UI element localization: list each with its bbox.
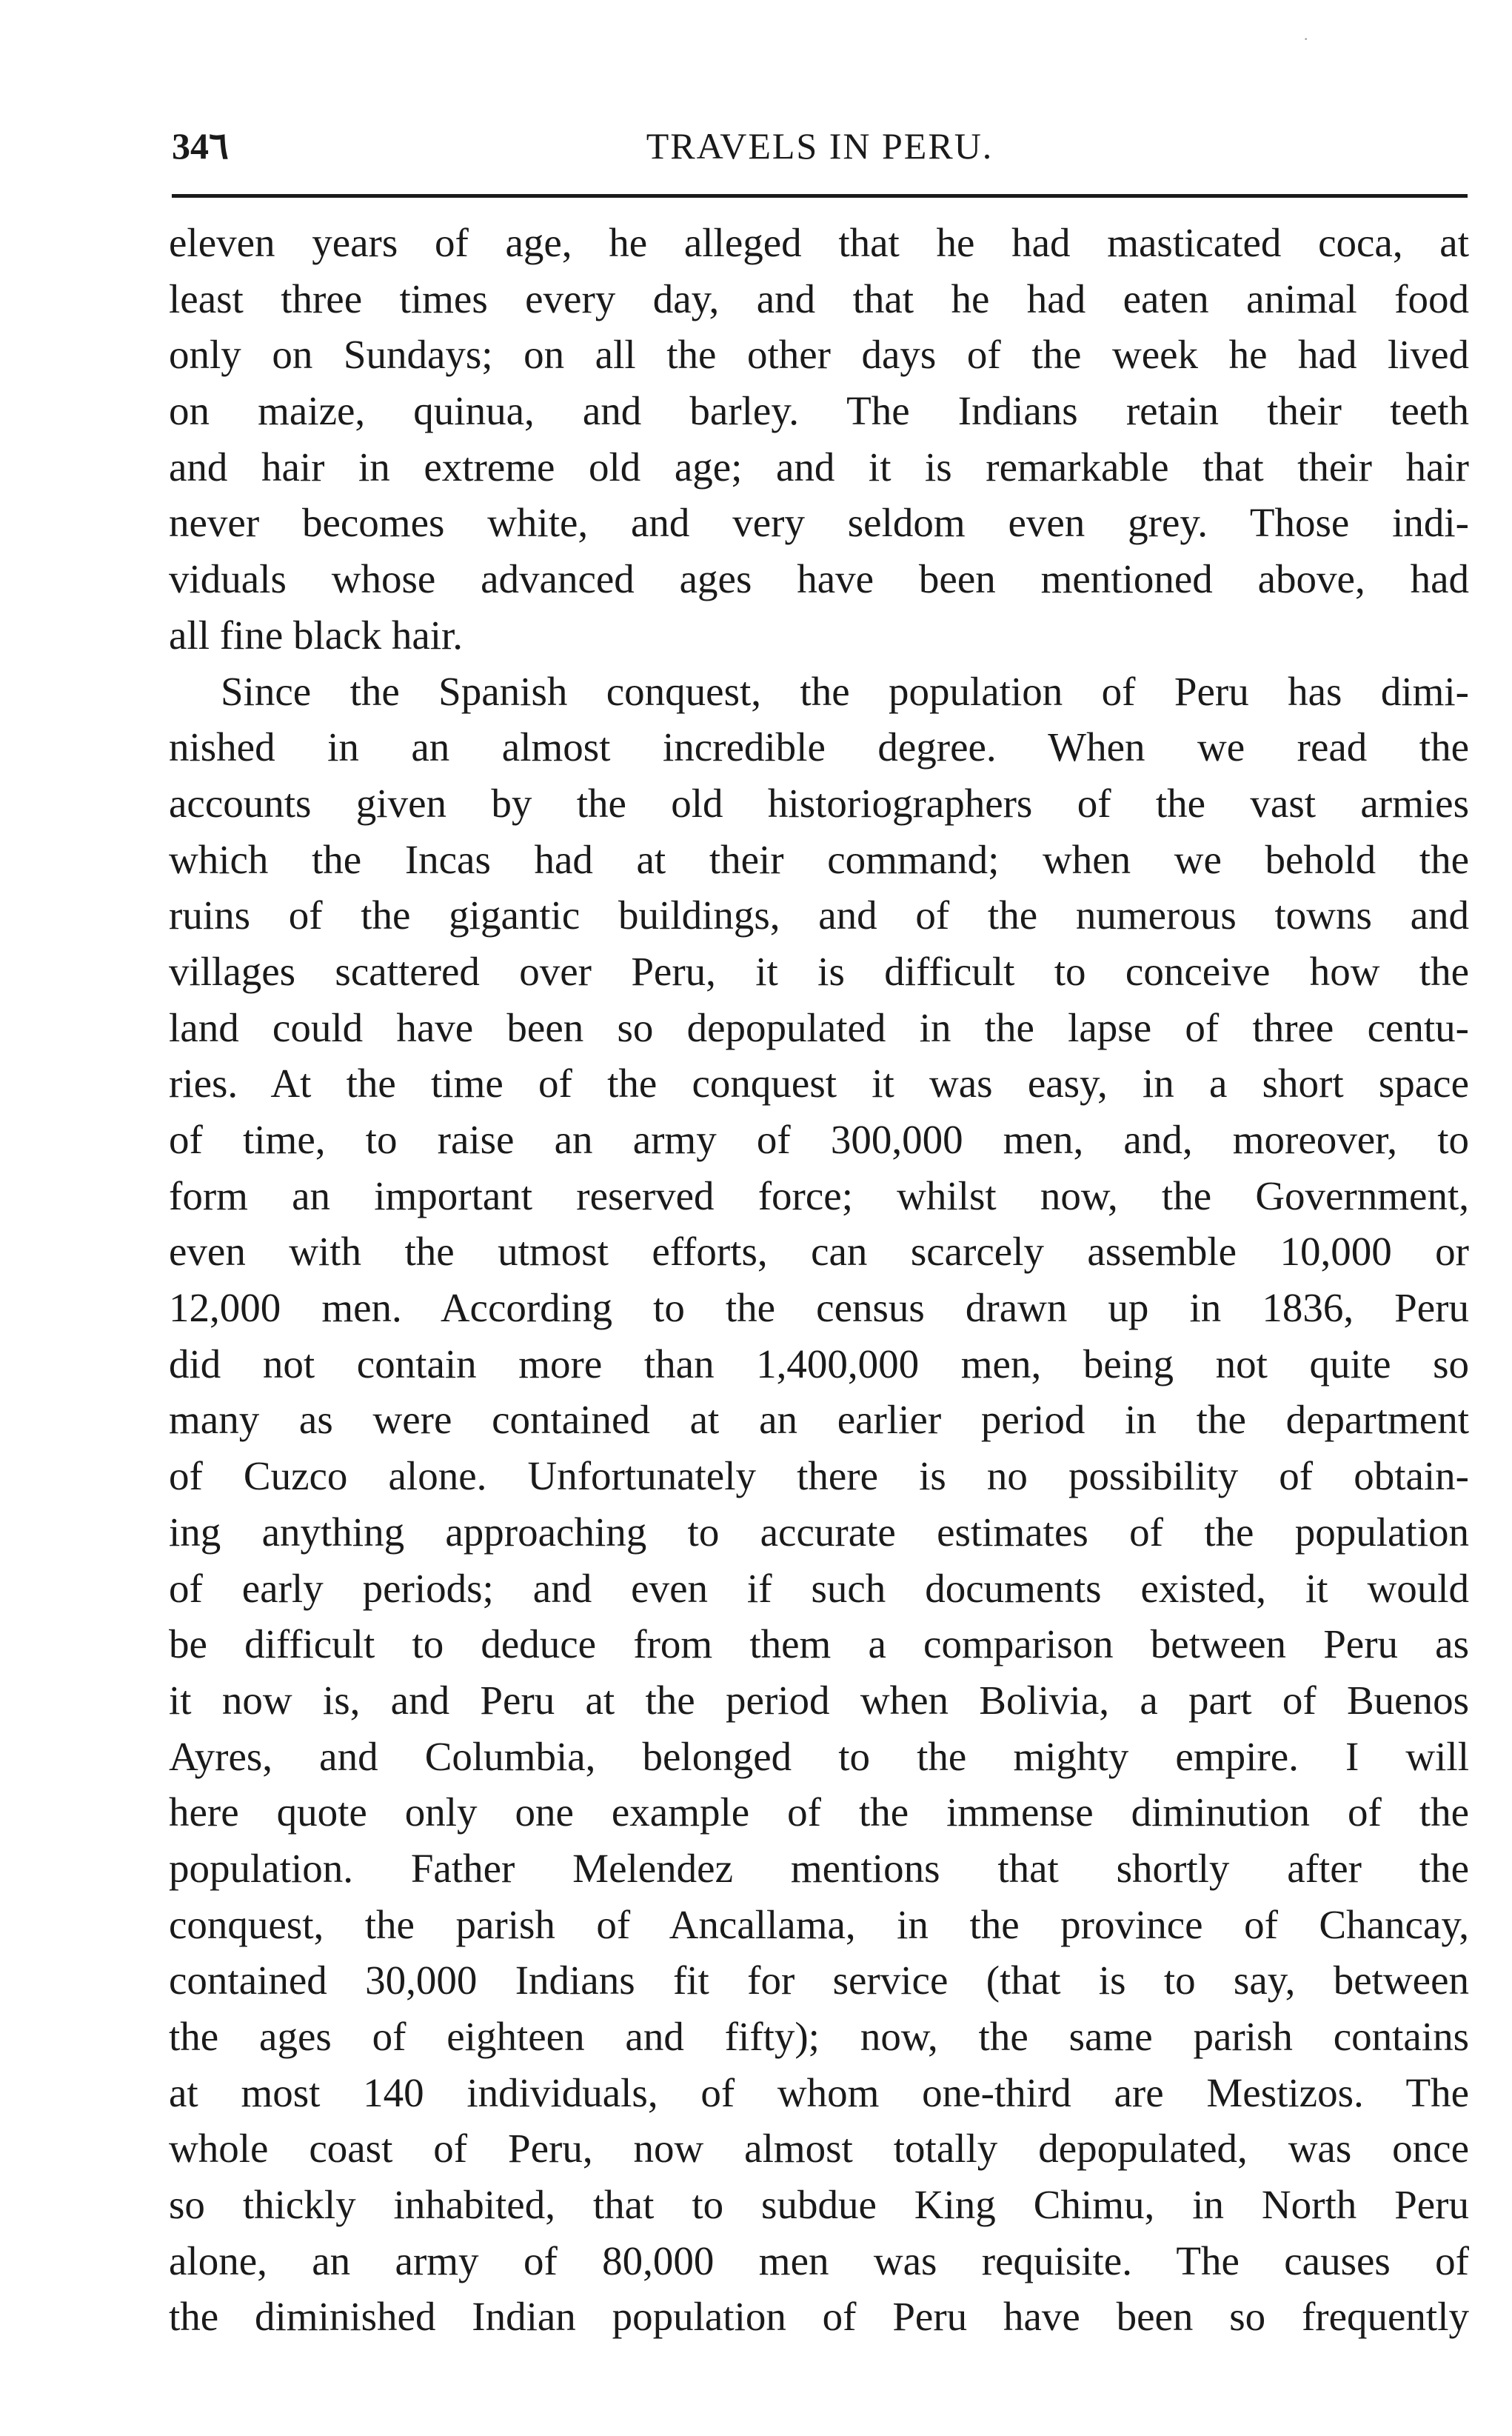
text-line: only on Sundays; on all the other days of the week he had lived [169,332,1469,378]
page-number: 34٦ [172,125,229,167]
text-line: and hair in extreme old age; and it is remarkable that their hair [169,444,1469,490]
text-line: ries. At the time of the conquest it was easy, in a short space [169,1061,1469,1107]
paper-speck: · [1303,30,1309,48]
text-line: villages scattered over Peru, it is difficult to conceive how the [169,948,1469,994]
text-line: even with the utmost efforts, can scarcely assemble 10,000 or [169,1229,1469,1275]
text-line: nished in an almost incredible degree. When we read the [169,724,1469,770]
header-rule [172,194,1468,198]
text-line: did not contain more than 1,400,000 men, being not quite so [169,1341,1469,1386]
text-line: at most 140 individuals, of whom one-third are Mestizos. The [169,2069,1469,2115]
text-line: it now is, and Peru at the period when Bolivia, a part of Buenos [169,1677,1469,1723]
paragraph-start-line: Since the Spanish conquest, the population of Peru has dimi- [221,668,1469,714]
text-line: be difficult to deduce from them a comparison between Peru as [169,1621,1469,1667]
text-line: least three times every day, and that he had eaten animal food [169,276,1469,321]
text-line: viduals whose advanced ages have been mentioned above, had [169,556,1469,602]
text-line: ing anything approaching to accurate estimates of the population [169,1509,1469,1555]
text-line: which the Incas had at their command; when we behold the [169,836,1469,882]
text-line: ruins of the gigantic buildings, and of the numerous towns and [169,892,1469,938]
text-line: so thickly inhabited, that to subdue King Chimu, in North Peru [169,2182,1469,2228]
text-line: on maize, quinua, and barley. The Indians retain their teeth [169,388,1469,434]
text-line: population. Father Melendez mentions that shortly after the [169,1845,1469,1891]
text-line: of time, to raise an army of 300,000 men, and, moreover, to [169,1117,1469,1162]
text-line: eleven years of age, he alleged that he had masticated coca, at [169,220,1469,265]
running-title: TRAVELS IN PERU. [646,125,994,167]
body-text [169,215,1469,2345]
text-line: of Cuzco alone. Unfortunately there is no possibility of obtain- [169,1453,1469,1499]
text-line: alone, an army of 80,000 men was requisite. The causes of [169,2238,1469,2283]
text-line: accounts given by the old historiographers of the vast armies [169,780,1469,826]
text-line: land could have been so depopulated in the lapse of three centu- [169,1004,1469,1050]
text-line: form an important reserved force; whilst now, the Government, [169,1172,1469,1218]
text-line: Ayres, and Columbia, belonged to the mighty empire. I will [169,1733,1469,1779]
text-line: all fine black hair. [169,612,464,658]
text-line: 12,000 men. According to the census drawn up in 1836, Peru [169,1285,1469,1331]
text-line: whole coast of Peru, now almost totally depopulated, was once [169,2126,1469,2172]
text-line: never becomes white, and very seldom even grey. Those indi- [169,500,1469,546]
text-line: the ages of eighteen and fifty); now, the same parish contains [169,2014,1469,2059]
text-line: conquest, the parish of Ancallama, in the province of Chancay, [169,1901,1469,1947]
text-line: here quote only one example of the immense diminution of the [169,1789,1469,1835]
text-line: many as were contained at an earlier period in the department [169,1397,1469,1443]
text-line: the diminished Indian population of Peru have been so frequently [169,2294,1469,2340]
text-line: of early periods; and even if such documents existed, it would [169,1565,1469,1611]
page-header [172,124,1468,176]
text-line: contained 30,000 Indians fit for service (that is to say, between [169,1958,1469,2003]
